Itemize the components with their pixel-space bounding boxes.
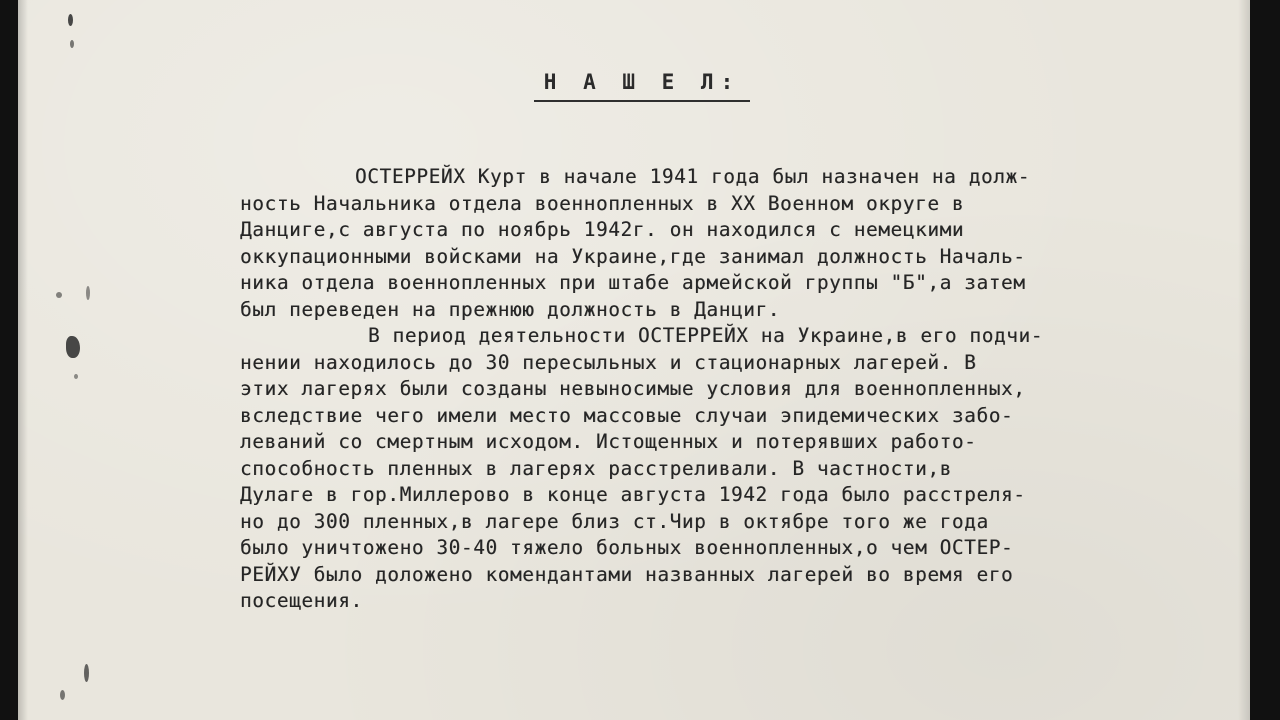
text-line: леваний со смертным исходом. Истощенных и потерявших работо- bbox=[240, 430, 977, 453]
text-line: ника отдела военнопленных при штабе армейской группы "Б",а затем bbox=[240, 271, 1026, 294]
ink-blot-mark bbox=[56, 292, 62, 298]
text-line: РЕЙХУ было доложено комендантами названных лагерей во время его bbox=[240, 562, 1014, 586]
document-heading: Н А Ш Е Л: bbox=[543, 70, 741, 94]
text-line: Данциге,с августа по ноябрь 1942г. он находился с немецкими bbox=[240, 218, 965, 241]
text-line: посещения. bbox=[240, 589, 363, 612]
text-line: вследствие чего имели место массовые случаи эпидемических забо- bbox=[240, 403, 1014, 427]
text-line: Дулаге в гор.Миллерово в конце августа 1942 года было расстреля- bbox=[240, 483, 1026, 506]
ink-blot-mark bbox=[74, 374, 78, 379]
text-line: нении находилось до 30 пересыльных и стационарных лагерей. В bbox=[240, 350, 977, 374]
ink-blot-mark bbox=[60, 690, 65, 700]
text-line: но до 300 пленных,в лагере близ ст.Чир в октябре того же года bbox=[240, 509, 989, 533]
ink-blot-mark bbox=[86, 286, 90, 300]
ink-blot-mark bbox=[70, 40, 74, 48]
text-line: ность Начальника отдела военнопленных в XX Военном округе в bbox=[240, 191, 965, 215]
text-line: способность пленных в лагерях расстреливали. В частности,в bbox=[240, 456, 952, 480]
punch-hole-mark bbox=[66, 336, 80, 358]
text-line: было уничтожено 30-40 тяжело больных военнопленных,о чем ОСТЕР- bbox=[240, 536, 1014, 559]
document-body bbox=[240, 164, 1240, 615]
text-line: В период деятельности ОСТЕРРЕЙХ на Украине,в его подчи- bbox=[368, 324, 1044, 347]
punch-hole-mark bbox=[84, 664, 89, 682]
page-left-edge bbox=[18, 0, 28, 720]
text-line: был переведен на прежнюю должность в Данциг. bbox=[240, 297, 781, 321]
ink-blot-mark bbox=[68, 14, 73, 26]
text-line: оккупационными войсками на Украине,где занимал должность Началь- bbox=[240, 244, 1026, 268]
text-line: ОСТЕРРЕЙХ Курт в начале 1941 года был назначен на долж- bbox=[355, 165, 1031, 188]
text-line: этих лагерях были созданы невыносимые условия для военнопленных, bbox=[240, 377, 1026, 400]
heading-underline bbox=[534, 100, 750, 102]
